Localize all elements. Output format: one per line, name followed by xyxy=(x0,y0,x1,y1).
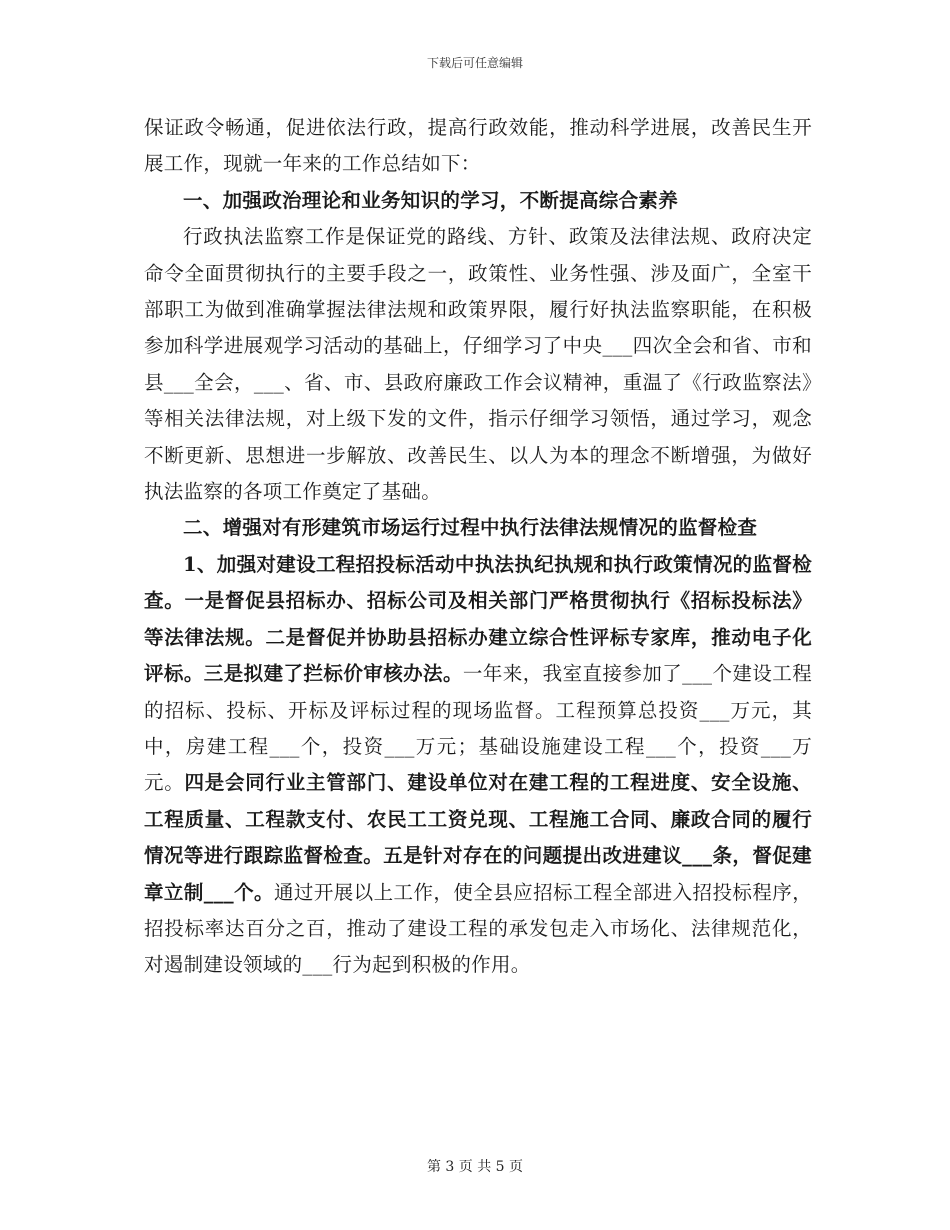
page-header-note: 下载后可任意编辑 xyxy=(426,56,523,70)
section-heading-2: 二、增强对有形建筑市场运行过程中执行法律法规情况的监督检查 xyxy=(183,516,758,540)
bold-text-measures-4-5: 四是会同行业主管部门、建设单位对在建工程的工程进度、安全设施、工程质量、工程款支付、农民工工资兑现、工程施工合同、廉政合同的履行情况等进行跟踪监督检查。五是针对存在的问题提出改进建议___条，督促建章立制___个。 xyxy=(144,771,812,904)
document-body xyxy=(144,110,812,984)
paragraph-study: 行政执法监察工作是保证党的路线、方针、政策及法律法规、政府决定命令全面贯彻执行的主要手段之一，政策性、业务性强、涉及面广，全室干部职工为做到准确掌握法律法规和政策界限，履行好执法监察职能，在积极参加科学进展观学习活动的基础上，仔细学习了中央___四次全会和省、市和县___全会，___、省、市、县政府廉政工作会议精神，重温了《行政监察法》等相关法律法规，对上级下发的文件，指示仔细学习领悟，通过学习，观念不断更新、思想进一步解放、改善民生、以人为本的理念不断增强，为做好执法监察的各项工作奠定了基础。 xyxy=(144,225,812,504)
paragraph-intro: 保证政令畅通，促进依法行政，提高行政效能，推动科学进展，改善民生开展工作，现就一年来的工作总结如下： xyxy=(144,116,812,176)
section-heading-1: 一、加强政治理论和业务知识的学习，不断提高综合素养 xyxy=(183,188,679,212)
bold-text-measures-1-3: 1、加强对建设工程招投标活动中执法执纪执规和执行政策情况的监督检查。一是督促县招标办、招标公司及相关部门严格贯彻执行《招标投标法》等法律法规。二是督促并协助县招标办建立综合性评标专家库，推动电子化评标。三是拟建了拦标价审核办法。 xyxy=(144,552,812,686)
paragraph-bidding-supervision xyxy=(144,547,812,984)
text-participation-stats: 一年来，我室直接参加了___个建设工程的招标、投标、开标及评标过程的现场监督。工程预算总投资___万元，其中，房建工程___个，投资___万元；基础设施建设工程___个，投资___万元。 xyxy=(144,662,812,795)
page-number-footer: 第 3 页 共 5 页 xyxy=(426,1159,524,1175)
text-results: 通过开展以上工作，使全县应招标工程全部进入招投标程序，招投标率达百分之百，推动了建设工程的承发包走入市场化、法律规范化，对遏制建设领域的___行为起到积极的作用。 xyxy=(144,880,812,977)
